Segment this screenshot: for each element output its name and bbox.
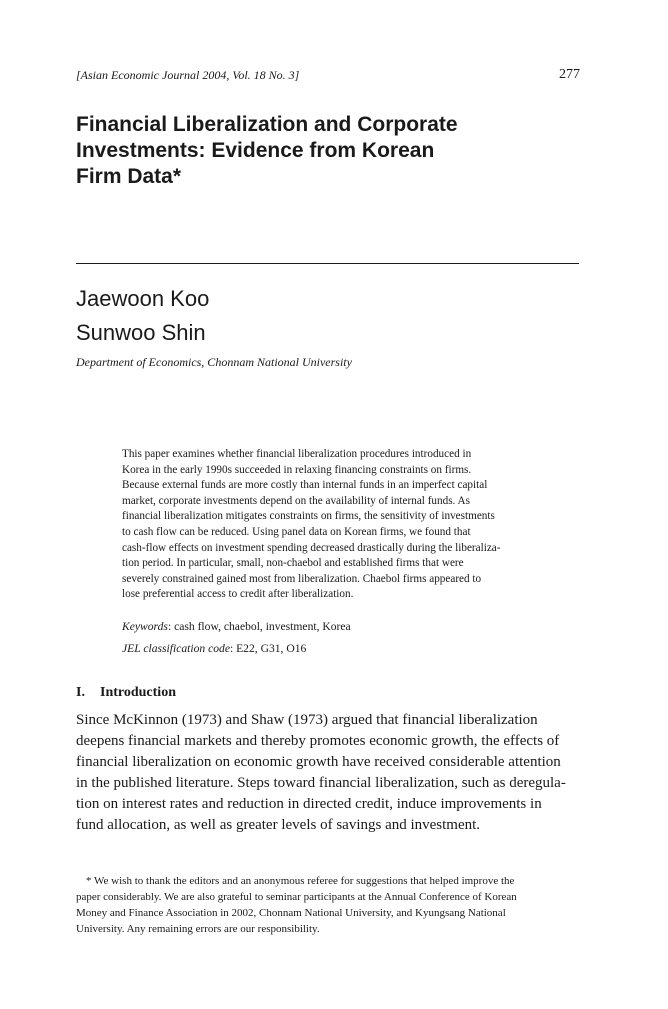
abstract-line: cash-flow effects on investment spending decreased drastically during the liberaliza- [122, 541, 501, 554]
section-number: I. [76, 685, 85, 700]
body-line: deepens financial markets and thereby promotes economic growth, the effects of [76, 733, 560, 749]
abstract-line: Because external funds are more costly than internal funds in an imperfect capital [122, 479, 488, 492]
abstract-line: This paper examines whether financial liberalization procedures introduced in [122, 448, 472, 460]
title-line: Investments: Evidence from Korean [76, 139, 435, 162]
paper-title [76, 112, 576, 190]
abstract-line: Korea in the early 1990s succeeded in relaxing financing constraints on firms. [122, 463, 472, 476]
title-line: Financial Liberalization and Corporate [76, 113, 458, 136]
author-name: Sunwoo Shin [76, 320, 206, 345]
keywords-value: : cash flow, chaebol, investment, Korea [167, 620, 351, 633]
body-line: financial liberalization on economic growth have received considerable attention [76, 754, 561, 770]
section-title: Introduction [100, 685, 176, 700]
author-name: Jaewoon Koo [76, 286, 210, 311]
body-line: in the published literature. Steps toward financial liberalization, such as deregula- [76, 775, 566, 791]
jel-codes [122, 642, 306, 655]
body-line: fund allocation, as well as greater levels of savings and investment. [76, 817, 481, 833]
title-line: Firm Data* [76, 165, 182, 188]
abstract-line: to cash flow can be reduced. Using panel data on Korean firms, we found that [122, 525, 471, 538]
body-paragraph [76, 710, 579, 836]
abstract-line: financial liberalization mitigates constraints on firms, the sensitivity of investments [122, 510, 495, 523]
footnote-line: paper considerably. We are also grateful to seminar participants at the Annual Conference of Korean [76, 891, 517, 903]
jel-label: JEL classification code [122, 642, 230, 655]
abstract-line: market, corporate investments depend on the availability of internal funds. As [122, 494, 470, 507]
jel-value: : E22, G31, O16 [229, 642, 307, 655]
abstract-line: lose preferential access to credit after liberalization. [122, 588, 354, 601]
body-line: Since McKinnon (1973) and Shaw (1973) argued that financial liberalization [76, 712, 538, 728]
footnote [76, 873, 580, 937]
section-heading [76, 685, 176, 701]
page-number: 277 [559, 67, 580, 82]
running-head: [Asian Economic Journal 2004, Vol. 18 No. 3] [76, 68, 300, 82]
footnote-line: Money and Finance Association in 2002, Chonnam National University, and Kyungsang National [76, 907, 506, 919]
keywords [122, 620, 351, 633]
author-affiliation: Department of Economics, Chonnam National University [76, 355, 352, 369]
keywords-label: Keywords [122, 620, 168, 633]
footnote-line: * We wish to thank the editors and an anonymous referee for suggestions that helped improve the [86, 875, 515, 887]
abstract-line: tion period. In particular, small, non-chaebol and established firms that were [122, 557, 464, 570]
title-divider [76, 263, 579, 264]
abstract-line: severely constrained gained most from liberalization. Chaebol firms appeared to [122, 572, 482, 585]
footnote-line: University. Any remaining errors are our responsibility. [76, 923, 320, 935]
body-line: tion on interest rates and reduction in directed credit, induce improvements in [76, 796, 542, 812]
abstract [122, 447, 534, 603]
